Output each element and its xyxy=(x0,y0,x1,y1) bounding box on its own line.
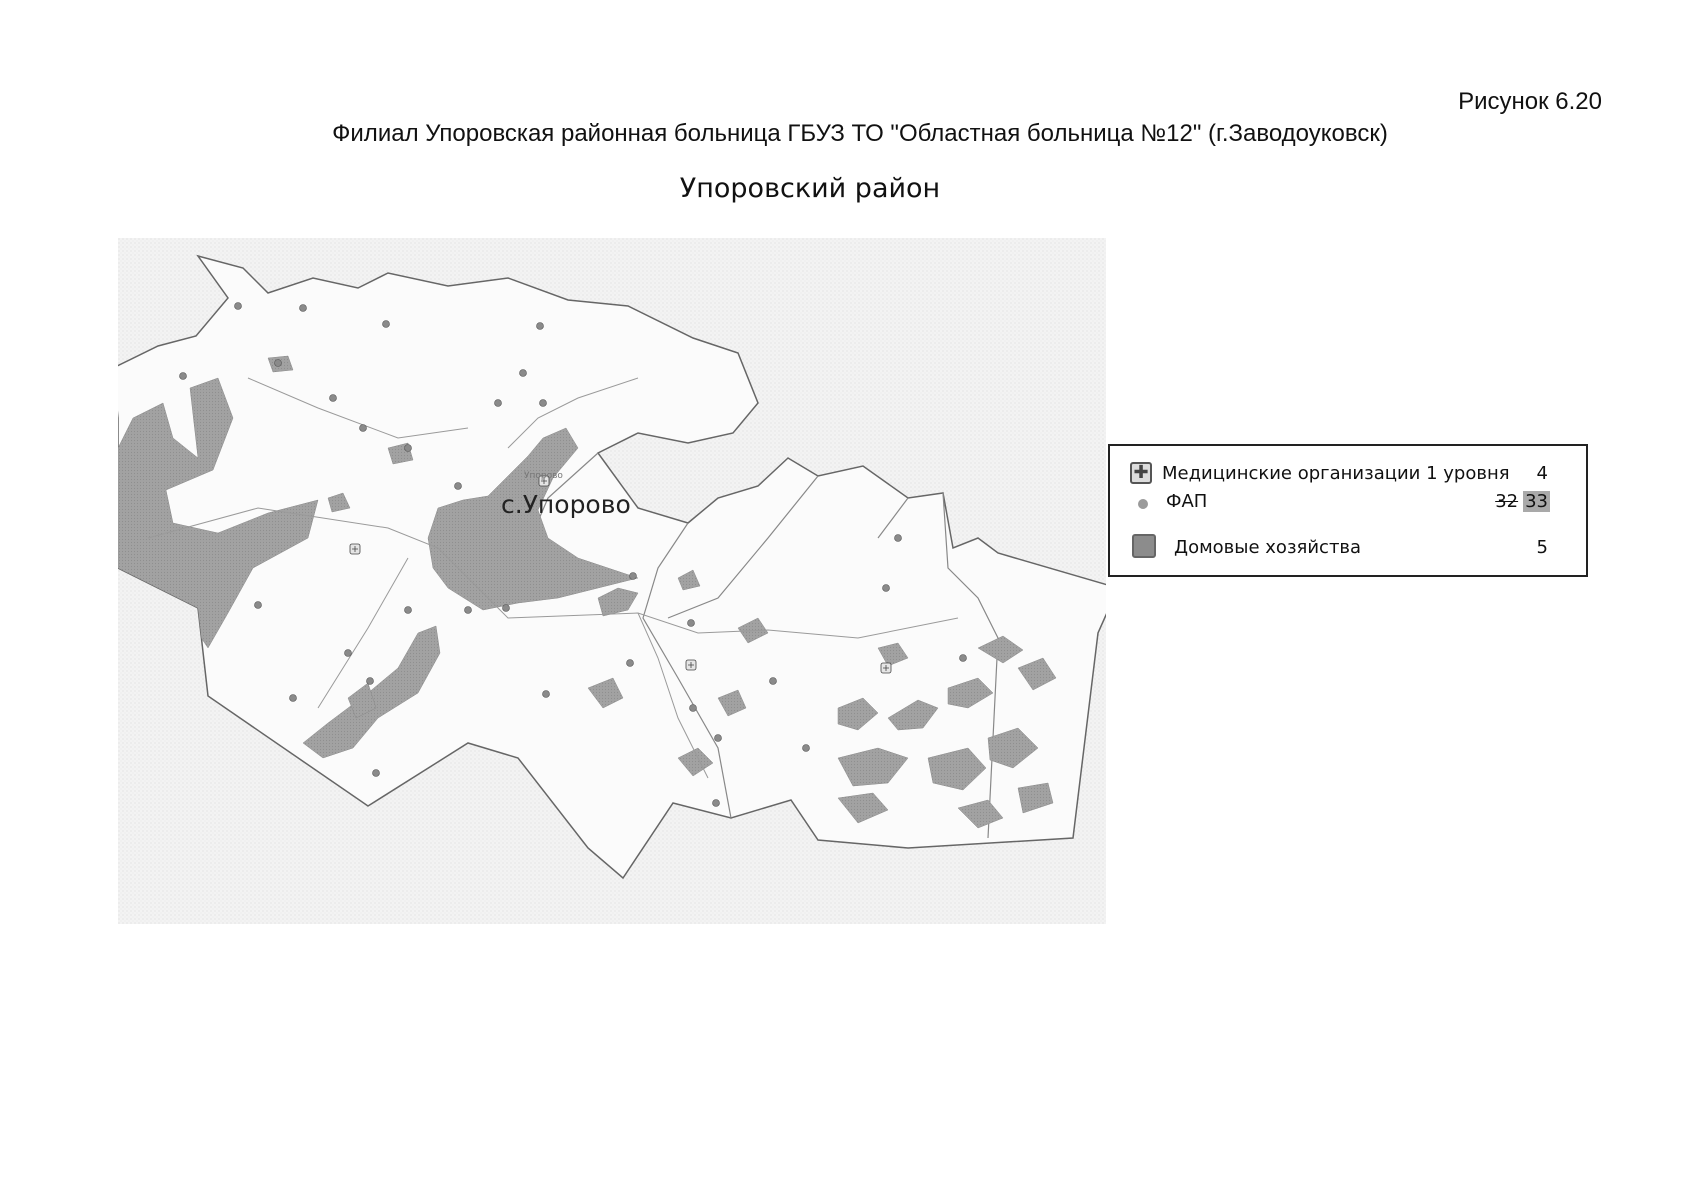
fap-dot-icon xyxy=(715,735,722,742)
fap-dot-icon xyxy=(770,678,777,685)
fap-dot-icon xyxy=(627,660,634,667)
fap-dot-icon xyxy=(373,770,380,777)
figure-number: Рисунок 6.20 xyxy=(1458,88,1602,115)
legend-count-new: 33 xyxy=(1525,491,1548,512)
fap-dot-icon xyxy=(503,605,510,612)
medical-cross-icon xyxy=(350,544,360,554)
fap-dot-icon xyxy=(330,395,337,402)
district-map xyxy=(118,238,1106,924)
fap-dot-icon xyxy=(713,800,720,807)
figure-title: Филиал Упоровская районная больница ГБУЗ ТО "Областная больница №12" (г.Заводоуковск) xyxy=(332,120,1388,147)
legend-label: ФАП xyxy=(1166,491,1208,512)
legend-row-medical xyxy=(1110,460,1586,488)
village-label: с.Упорово xyxy=(501,490,631,519)
fap-dot-icon xyxy=(688,620,695,627)
fap-dot-icon xyxy=(520,370,527,377)
legend-count-old: 32 xyxy=(1495,491,1519,512)
fap-dot-icon xyxy=(803,745,810,752)
legend-label: Медицинские организации 1 уровня xyxy=(1162,463,1510,484)
fap-dot-icon xyxy=(883,585,890,592)
fap-dot-icon xyxy=(300,305,307,312)
legend-row-households xyxy=(1110,534,1586,562)
fap-dot-icon xyxy=(405,445,412,452)
legend-count: 4 xyxy=(1536,463,1548,484)
medical-cross-icon: ✚ xyxy=(1130,462,1152,484)
fap-dot-icon xyxy=(540,400,547,407)
medical-cross-icon xyxy=(881,663,891,673)
fap-dot-icon xyxy=(690,705,697,712)
fap-dot-icon xyxy=(255,602,262,609)
fap-dot-icon xyxy=(1138,499,1148,509)
legend xyxy=(1108,444,1588,577)
fap-dot-icon xyxy=(543,691,550,698)
map-small-label: Упорово xyxy=(524,471,563,481)
fap-dot-icon xyxy=(465,607,472,614)
legend-count xyxy=(1495,491,1550,512)
fap-dot-icon xyxy=(235,303,242,310)
fap-dot-icon xyxy=(405,607,412,614)
fap-dot-icon xyxy=(960,655,967,662)
fap-dot-icon xyxy=(455,483,462,490)
map-title: Упоровский район xyxy=(679,173,941,204)
fap-dot-icon xyxy=(290,695,297,702)
fap-dot-icon xyxy=(630,573,637,580)
fap-dot-icon xyxy=(367,678,374,685)
legend-count: 5 xyxy=(1536,537,1548,558)
medical-cross-icon xyxy=(686,660,696,670)
household-area-icon xyxy=(1132,534,1156,558)
fap-dot-icon xyxy=(180,373,187,380)
fap-dot-icon xyxy=(360,425,367,432)
fap-dot-icon xyxy=(895,535,902,542)
fap-dot-icon xyxy=(275,360,282,367)
fap-dot-icon xyxy=(345,650,352,657)
fap-dot-icon xyxy=(537,323,544,330)
fap-dot-icon xyxy=(383,321,390,328)
fap-dot-icon xyxy=(495,400,502,407)
legend-label: Домовые хозяйства xyxy=(1174,537,1362,558)
legend-row-fap xyxy=(1110,490,1586,518)
